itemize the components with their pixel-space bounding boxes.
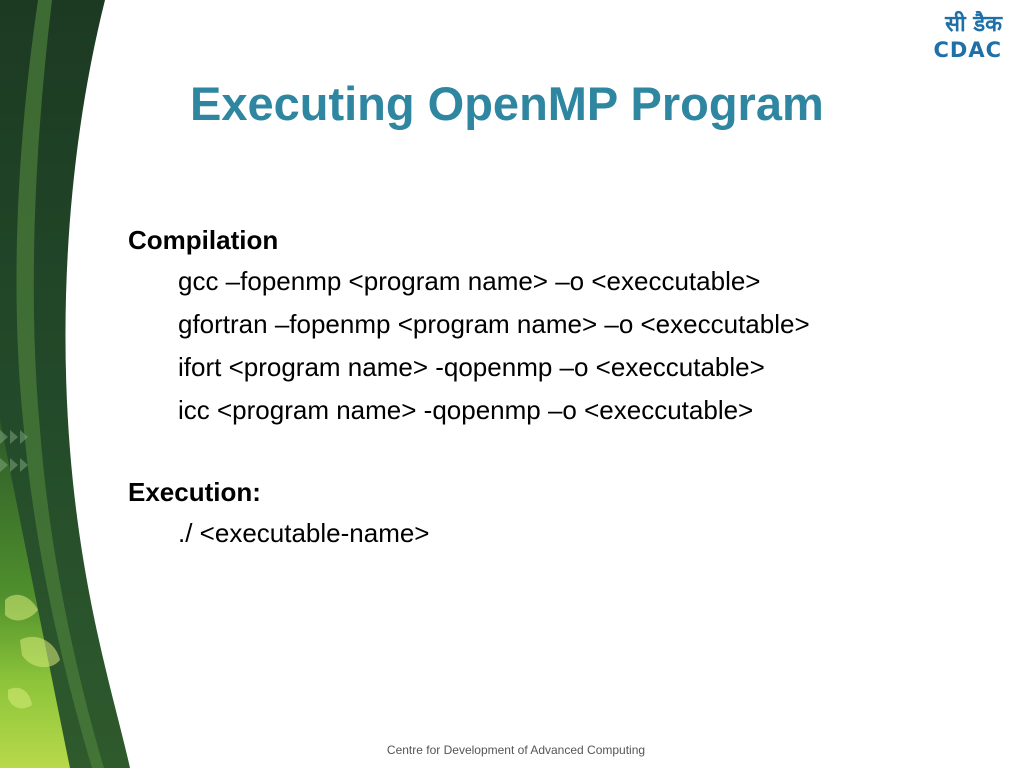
execution-line: ./ <executable-name> [178,518,430,548]
compilation-heading: Compilation [128,225,279,255]
compilation-line-gcc: gcc –fopenmp <program name> –o <execcutable> [178,266,761,296]
slide-content [128,220,988,555]
footer-text: Centre for Development of Advanced Computing [386,743,646,757]
compilation-line-ifort: ifort <program name> -qopenmp –o <execcutable> [178,352,765,382]
logo-hindi-text: सी डैक [945,12,1002,37]
section-spacer [128,432,988,472]
slide-title: Executing OpenMP Program [190,77,824,130]
logo-latin-text: CDAC [933,38,1002,62]
compilation-line-icc: icc <program name> -qopenmp –o <execcutable> [178,395,754,425]
compilation-line-gfortran: gfortran –fopenmp <program name> –o <execcutable> [178,309,810,339]
cdac-logo [928,12,1006,64]
execution-heading: Execution: [128,477,261,507]
